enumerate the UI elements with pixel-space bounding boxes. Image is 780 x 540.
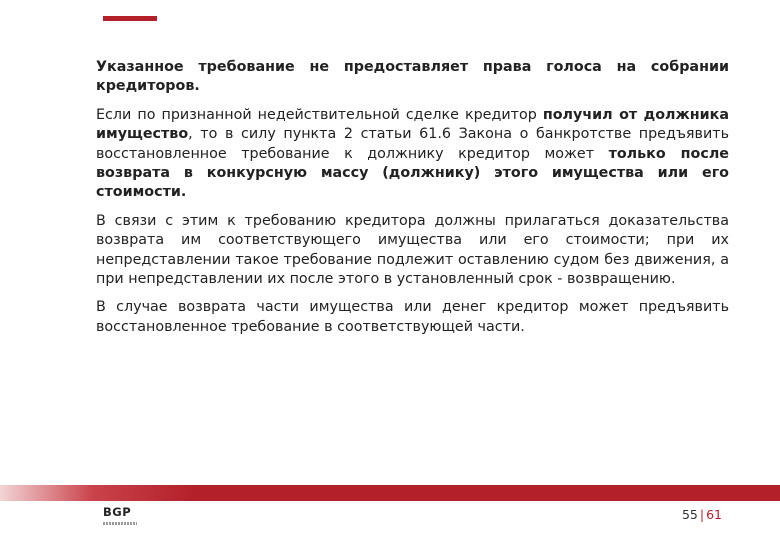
footer-band bbox=[0, 485, 780, 501]
page-separator: | bbox=[699, 507, 705, 522]
paragraph-return-requirement: Если по признанной недействительной сделке кредитор получил от должника имущество, то в силу пункта 2 статьи 61.6 Закона о банкротстве предъявить восстановленное требование к должнику кредитор может только после возврата в конкурсную массу (должнику) этого имущества или его стоимости. bbox=[96, 106, 730, 201]
slide-content bbox=[96, 58, 729, 346]
bgp-logo: BGP bbox=[103, 506, 139, 525]
title-accent-bar bbox=[103, 16, 157, 21]
page-current: 55 bbox=[681, 507, 698, 522]
page-total: 61 bbox=[706, 507, 722, 522]
logo-subtitle-line bbox=[103, 522, 137, 525]
paragraph-voting-rights: Указанное требование не предоставляет права голоса на собрании кредиторов. bbox=[96, 59, 729, 95]
paragraph-partial-return: В случае возврата части имущества или денег кредитор может предъявить восстановленное требование в соответствующей части. bbox=[96, 299, 729, 335]
paragraph-evidence: В связи с этим к требованию кредитора должны прилагаться доказательства возврата им соответствующего имущества или его стоимости; при их непредставлении такое требование подлежит оставлению судом без движения, а при непредставлении их после этого в установленный срок - возвращению. bbox=[96, 212, 729, 288]
page-number bbox=[682, 507, 722, 522]
